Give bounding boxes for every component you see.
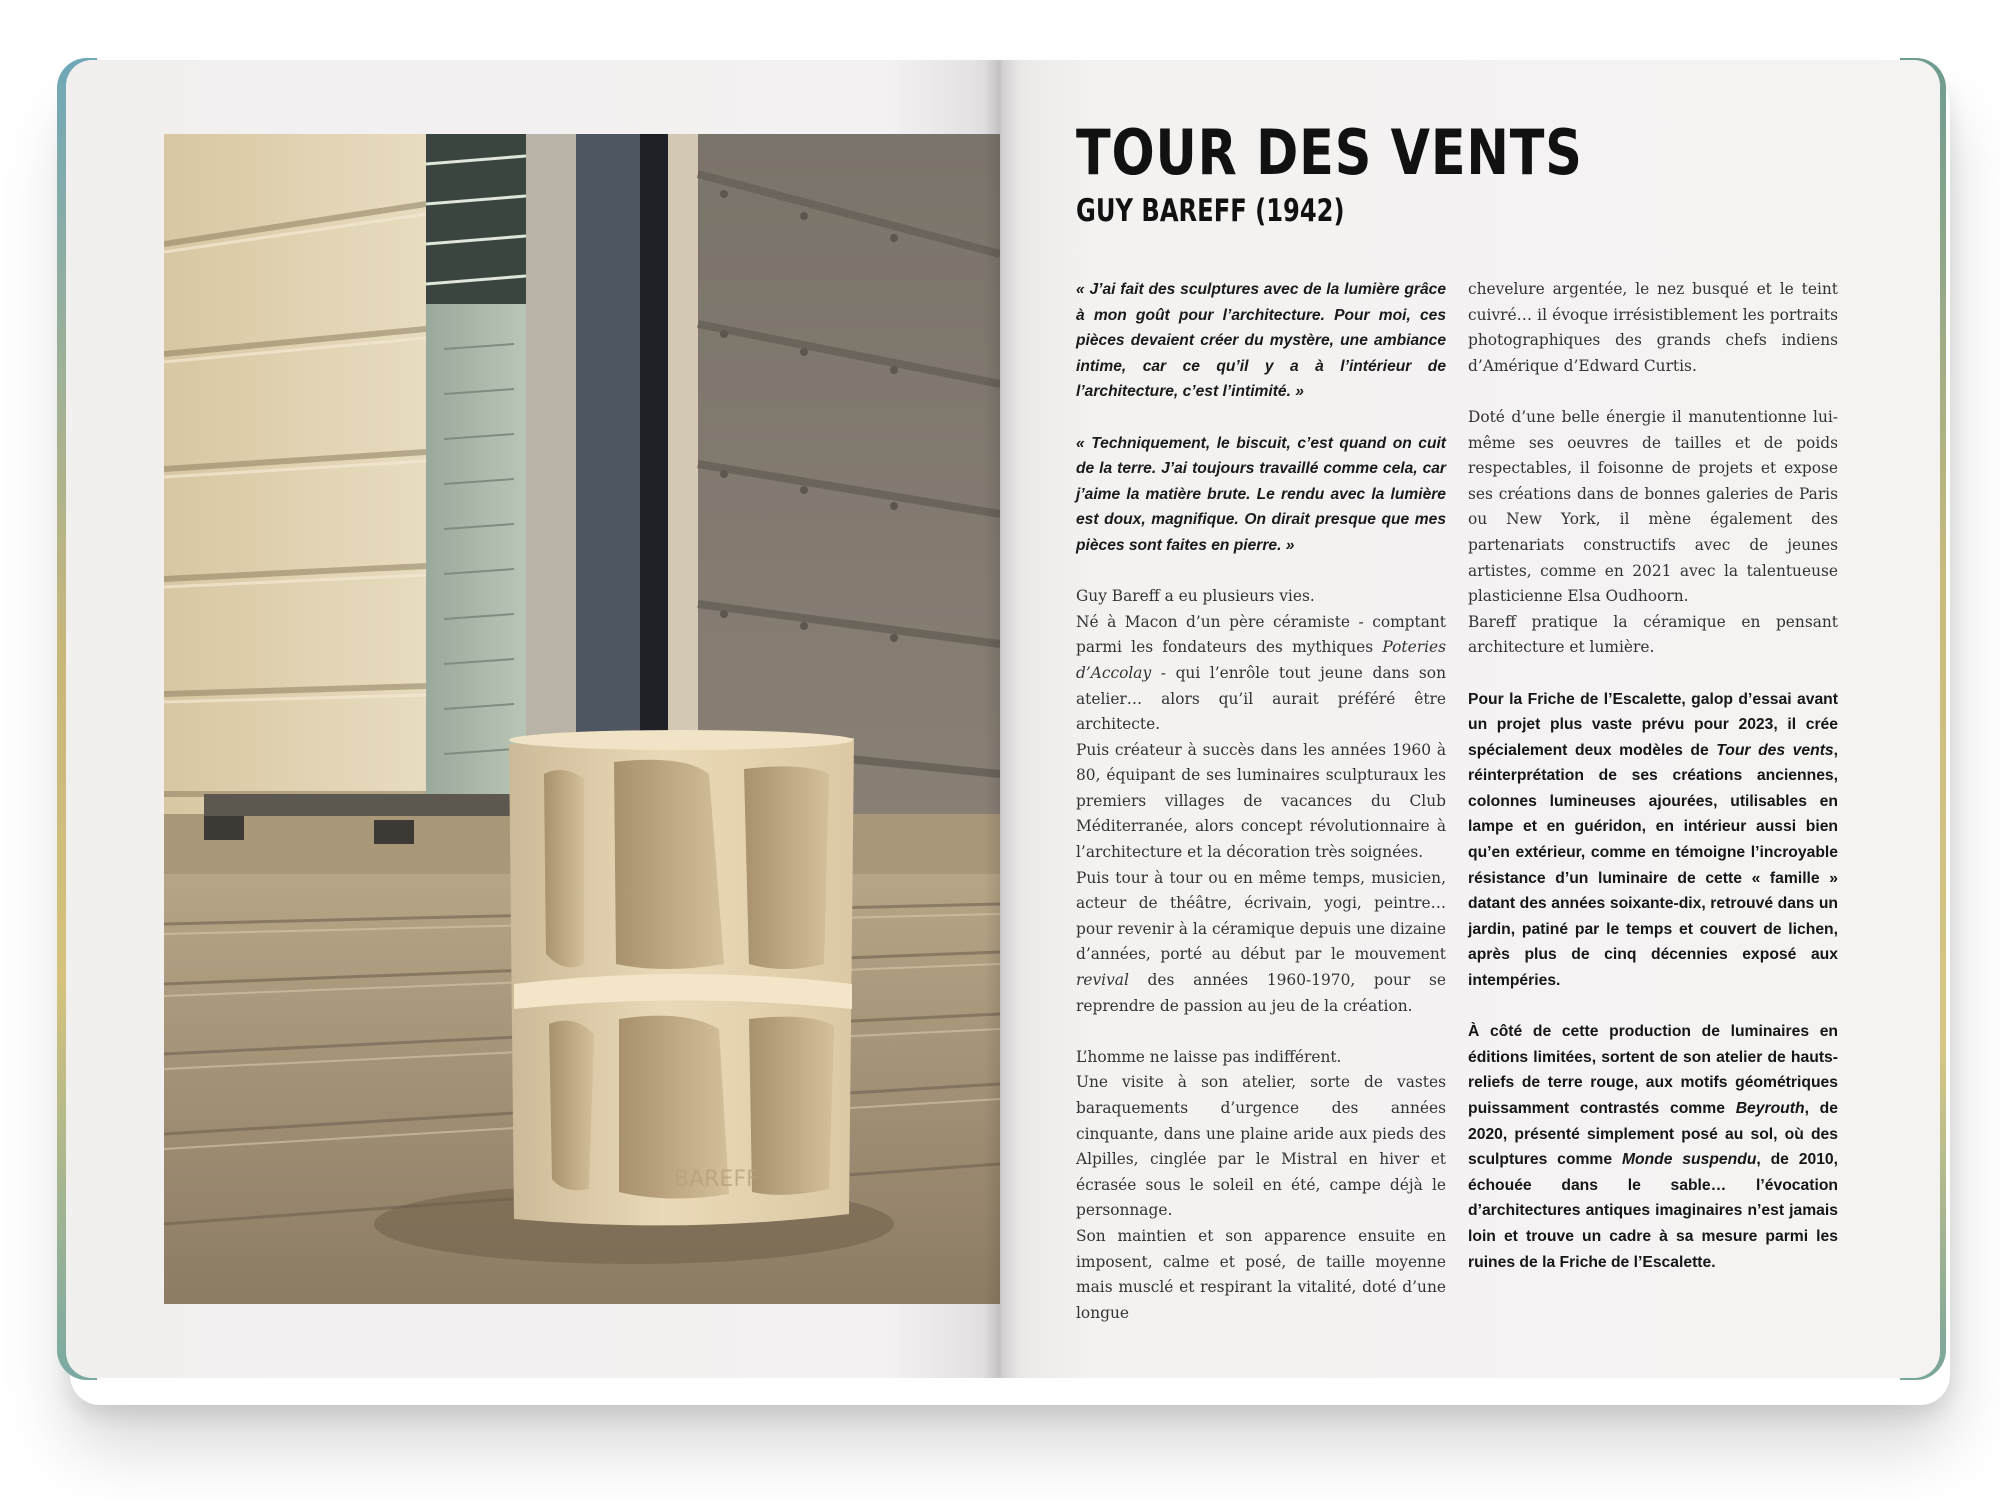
body-line: Guy Bareff a eu plusieurs vies. <box>1076 587 1315 606</box>
article-title: TOUR DES VENTS <box>1076 116 1583 189</box>
book-gutter <box>984 60 1018 1378</box>
body-paragraph: Une visite à son atelier, sorte de vastes baraquements d’urgence des années cinquante, dans une plaine aride aux pieds des Alpilles, cinglée par le Mistral en hiver et écrasée sous le soleil en été, campe déjà le personnage. <box>1076 1073 1446 1220</box>
body-paragraph: Bareff pratique la céramique en pensant architecture et lumière. <box>1468 612 1838 657</box>
sculpture-photo <box>164 134 1000 1304</box>
article-subtitle: GUY BAREFF (1942) <box>1076 193 1345 229</box>
body-line: L’homme ne laisse pas indifférent. <box>1076 1047 1342 1066</box>
text-column-right <box>1468 277 1838 1275</box>
svg-text:BAREFF: BAREFF <box>674 1167 759 1192</box>
body-paragraph: Puis créateur à succès dans les années 1960 à 80, équipant de ses luminaires sculpturaux les premiers villages de vacances du Club Méditerranée, alors concept révolutionnaire à l’architecture et la décoration très soignées. <box>1076 740 1446 862</box>
bold-paragraph: À côté de cette production de luminaires en éditions limitées, sortent de son atelier de hauts-reliefs de terre rouge, aux motifs géométriques puissamment contrastés comme Beyrouth, de 2020, présenté simplement posé au sol, où des sculptures comme Monde suspendu, de 2010, échouée dans le sable… l’évocation d’architectures antiques imaginaires n’est jamais loin et trouve un cadre à sa mesure parmi les ruines de la Friche de l’Escalette. <box>1468 1023 1838 1271</box>
body-paragraph: Doté d’une belle énergie il manutentionne lui-même ses oeuvres de tailles et de poids respectables, il foisonne de projets et expose ses créations dans de bonnes galeries de Paris ou New York, il mène également des partenariats constructifs avec de jeunes artistes, comme en 2021 avec la talentueuse plasticienne Elsa Oudhoorn. <box>1468 407 1838 606</box>
quote-paragraph: « J’ai fait des sculptures avec de la lumière grâce à mon goût pour l’architecture. Pour moi, ces pièces devaient créer du mystère, une ambiance intime, car ce qu’il y a à l’intérieur de l’architecture, c’est l’intimité. » <box>1076 281 1446 401</box>
body-paragraph: Puis tour à tour ou en même temps, musicien, acteur de théâtre, écrivain, yogi, peintre… pour revenir à la céramique depuis une dizaine d’années, porté au début par le mouvement revival des années 1960-1970, pour se reprendre de passion au jeu de la création. <box>1076 868 1446 1015</box>
quote-paragraph: « Techniquement, le biscuit, c’est quand on cuit de la terre. J’ai toujours travaillé comme cela, car j’aime la matière brute. Le rendu avec la lumière est doux, magnifique. On dirait presque que mes pièces sont faites en pierre. » <box>1076 434 1446 554</box>
sculpture-tour-des-vents <box>509 730 854 1225</box>
body-paragraph: chevelure argentée, le nez busqué et le teint cuivré… il évoque irrésistiblement les portraits photographiques des grands chefs indiens d’Amérique d’Edward Curtis. <box>1468 280 1838 375</box>
text-column-left <box>1076 277 1446 1326</box>
body-paragraph: Né à Macon d’un père céramiste - comptant parmi les fondateurs des mythiques Poteries d’Accolay - qui l’enrôle tout jeune dans son atelier… alors qu’il aurait préféré être architecte. <box>1076 612 1446 734</box>
bold-paragraph: Pour la Friche de l’Escalette, galop d’essai avant un projet plus vaste prévu pour 2023, il crée spécialement deux modèles de Tour des vents, réinterprétation de ses créations anciennes, colonnes lumineuses ajourées, utilisables en lampe et en guéridon, en intérieur aussi bien qu’en extérieur, comme en témoigne l’incroyable résistance d’un luminaire de cette « famille » datant des années soixante-dix, retrouvé dans un jardin, patiné par le temps et couvert de lichen, après plus de cinq décennies exposé aux intempéries. <box>1468 690 1839 990</box>
body-paragraph: Son maintien et son apparence ensuite en imposent, calme et posé, de taille moyenne mais musclé et respirant la vitalité, doté d’une longue <box>1076 1226 1446 1322</box>
